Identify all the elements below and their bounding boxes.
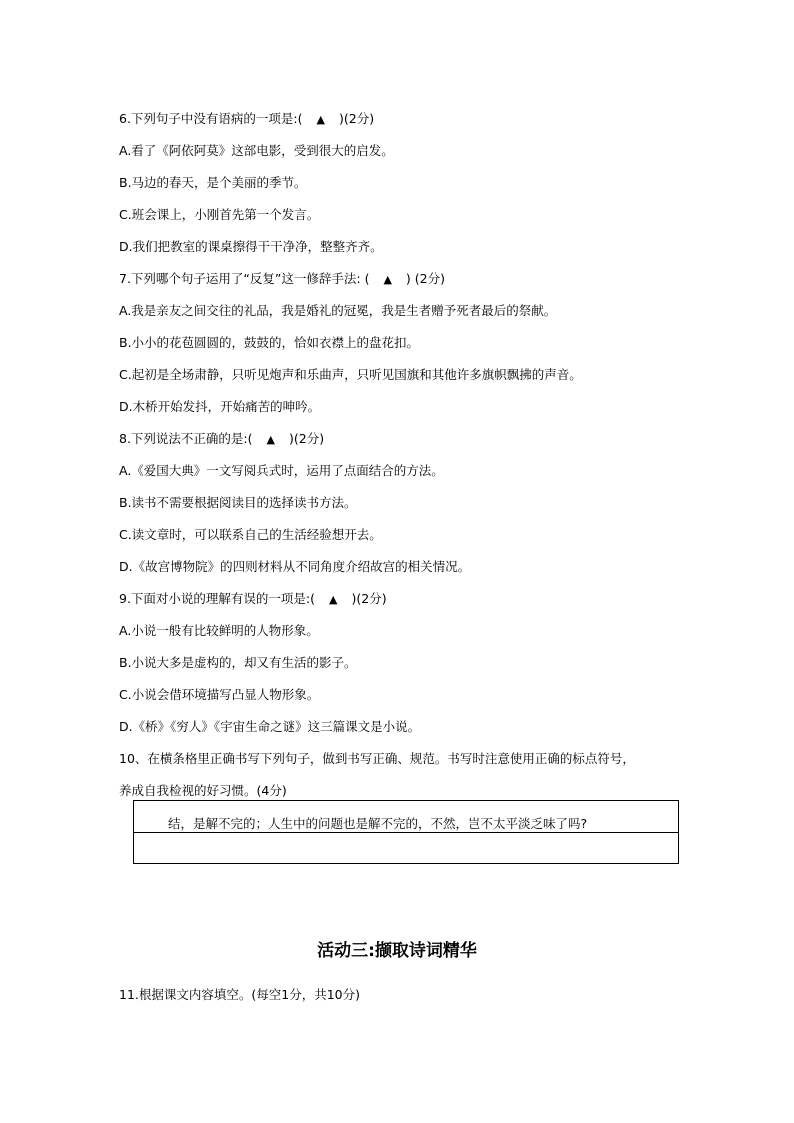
question-8-option-a: A.《爱国大典》一文写阅兵式时，运用了点面结合的方法。 <box>119 463 444 478</box>
answer-triangle-icon: ▲ <box>266 433 275 446</box>
question-7-option-b: B.小小的花苞圆圆的，鼓鼓的，恰如衣襟上的盘花扣。 <box>119 335 420 350</box>
answer-triangle-icon: ▲ <box>383 273 392 286</box>
handwriting-sample-sentence: 结，是解不完的；人生中的问题也是解不完的，不然，岂不太平淡乏味了吗? <box>168 816 588 831</box>
question-8-prefix: 8.下列说法不正确的是:( <box>119 431 253 446</box>
question-7-suffix: ) (2分) <box>405 271 445 286</box>
question-8-suffix: )(2分) <box>288 431 325 446</box>
answer-triangle-icon: ▲ <box>316 113 325 126</box>
question-8-stem <box>119 431 324 448</box>
question-11-stem: 11.根据课文内容填空。(每空1分，共10分) <box>119 987 360 1002</box>
question-10-stem-line-1: 10、在横条格里正确书写下列句子，做到书写正确、规范。书写时注意使用正确的标点符号， <box>119 751 635 766</box>
question-6-option-b: B.马边的春天，是个美丽的季节。 <box>119 175 307 190</box>
question-7-stem <box>119 271 445 288</box>
answer-triangle-icon: ▲ <box>329 593 338 606</box>
question-7-option-c: C.起初是全场肃静，只听见炮声和乐曲声，只听见国旗和其他许多旗帜飘拂的声音。 <box>119 367 582 382</box>
question-6-option-a: A.看了《阿依阿莫》这部电影，受到很大的启发。 <box>119 143 394 158</box>
question-8-option-c: C.读文章时，可以联系自己的生活经验想开去。 <box>119 527 382 542</box>
question-9-suffix: )(2分) <box>351 591 387 606</box>
section-title: 活动三:撷取诗词精华 <box>317 941 477 961</box>
question-9-prefix: 9.下面对小说的理解有误的一项是:( <box>119 591 316 606</box>
question-8-option-d: D.《故宫博物院》的四则材料从不同角度介绍故宫的相关情况。 <box>119 559 471 574</box>
question-7-option-a: A.我是亲友之间交往的礼品，我是婚礼的冠冕，我是生者赠予死者最后的祭献。 <box>119 303 557 318</box>
question-6-option-c: C.班会课上，小刚首先第一个发言。 <box>119 207 320 222</box>
question-9-stem <box>119 591 387 608</box>
handwriting-row-divider <box>134 832 678 833</box>
question-6-prefix: 6.下列句子中没有语病的一项是:( <box>119 111 303 126</box>
question-9-option-b: B.小说大多是虚构的，却又有生活的影子。 <box>119 655 357 670</box>
question-8-option-b: B.读书不需要根据阅读目的选择读书方法。 <box>119 495 357 510</box>
question-6-suffix: )(2分) <box>338 111 375 126</box>
question-6-stem <box>119 111 374 128</box>
question-7-prefix: 7.下列哪个句子运用了“反复”这一修辞手法: ( <box>119 271 370 286</box>
question-9-option-c: C.小说会借环境描写凸显人物形象。 <box>119 687 320 702</box>
question-10-stem-line-2: 养成自我检视的好习惯。(4分) <box>119 783 287 798</box>
handwriting-grid[interactable] <box>133 800 679 864</box>
question-9-option-d: D.《桥》《穷人》《宇宙生命之谜》这三篇课文是小说。 <box>119 719 421 734</box>
question-9-option-a: A.小说一般有比较鲜明的人物形象。 <box>119 623 319 638</box>
question-7-option-d: D.木桥开始发抖，开始痛苦的呻吟。 <box>119 399 321 414</box>
question-6-option-d: D.我们把教室的课桌擦得干干净净，整整齐齐。 <box>119 239 383 254</box>
